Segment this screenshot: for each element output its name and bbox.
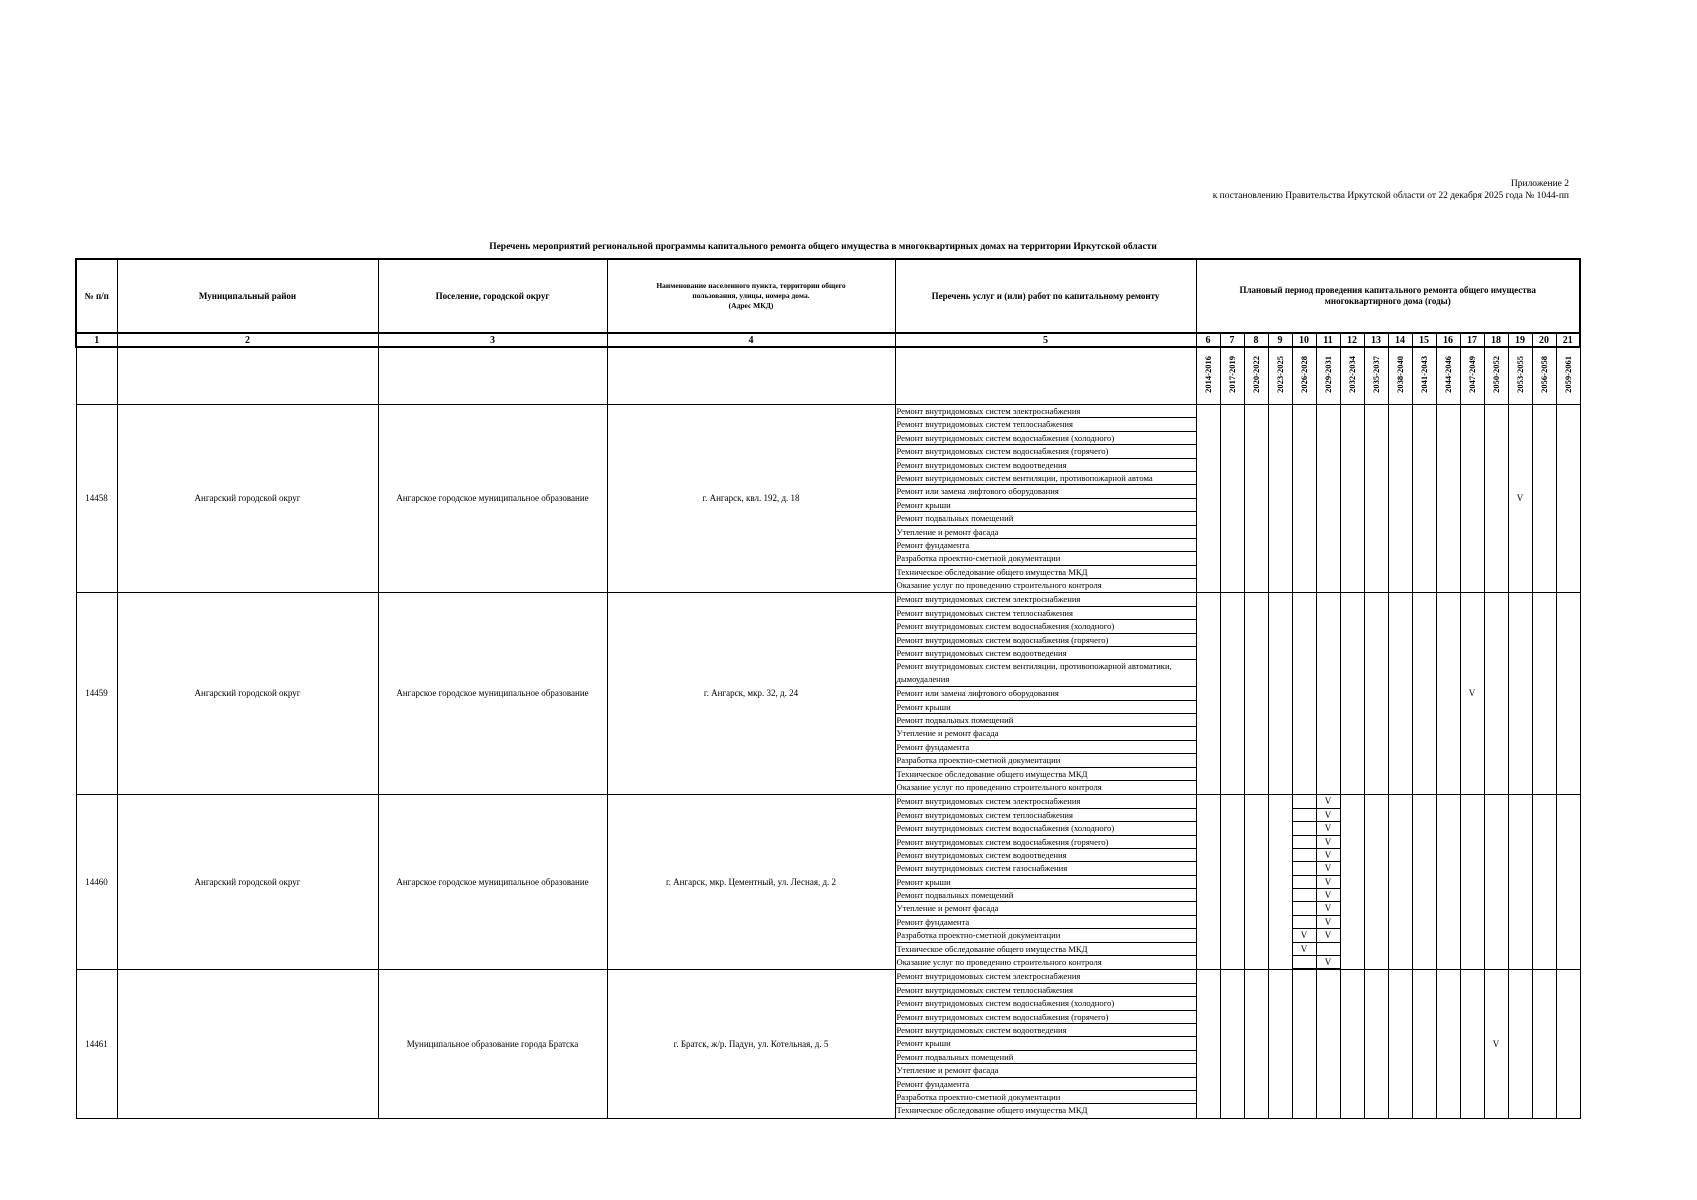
work-item: Ремонт крыши (896, 701, 1196, 714)
work-item: Ремонт подвальных помещений (896, 1051, 1196, 1064)
blank-cell (117, 347, 378, 405)
period-mark (1292, 795, 1316, 808)
period-mark-cell (1364, 593, 1388, 795)
period-label: 2053-2055 (1514, 356, 1525, 393)
period-mark-cell (1292, 405, 1316, 593)
row-works-list (895, 405, 1196, 593)
period-mark-cell (1364, 795, 1388, 970)
period-cell (1316, 347, 1340, 405)
work-item: Ремонт внутридомовых систем электроснабжения (896, 405, 1196, 418)
period-mark: V (1292, 929, 1316, 942)
period-mark-cell (1292, 795, 1316, 970)
work-item: Оказание услуг по проведению строительного контроля (896, 580, 1102, 591)
work-item: Ремонт крыши (896, 499, 1196, 512)
period-mark: V (1316, 956, 1340, 969)
period-mark-cell (1412, 795, 1436, 970)
work-item: Оказание услуг по проведению строительного контроля (896, 781, 1102, 792)
period-cell (1436, 347, 1460, 405)
work-item: Ремонт внутридомовых систем водоснабжения (горячего) (896, 1011, 1196, 1024)
work-item: Оказание услуг по проведению строительного контроля (896, 957, 1102, 968)
work-item: Ремонт внутридомовых систем электроснабжения (896, 795, 1196, 808)
period-label-row (76, 347, 1580, 405)
period-mark-cell (1532, 970, 1556, 1118)
col-number-1: 1 (76, 333, 117, 347)
period-mark (1292, 902, 1316, 915)
period-mark-cell (1244, 405, 1268, 593)
period-mark (1292, 916, 1316, 929)
period-mark: V (1316, 822, 1340, 835)
period-label: 2035-2037 (1370, 356, 1381, 393)
period-mark-cell (1364, 405, 1388, 593)
period-mark-cell: V (1484, 970, 1508, 1118)
work-item: Ремонт крыши (896, 1037, 1196, 1050)
work-item: Ремонт внутридомовых систем вентиляции, противопожарной автоматики, дымоудаления (896, 660, 1196, 687)
work-item: Ремонт или замена лифтового оборудования (896, 687, 1196, 700)
work-item: Ремонт фундамента (896, 539, 1196, 552)
period-mark-cell (1316, 795, 1340, 970)
row-works-list (895, 795, 1196, 970)
period-label: 2038-2040 (1394, 356, 1405, 393)
period-mark: V (1316, 889, 1340, 902)
blank-cell (76, 347, 117, 405)
table-row (76, 405, 1580, 593)
col-header-num: № п/п (76, 259, 117, 333)
period-label: 2056-2058 (1538, 356, 1549, 393)
period-mark-cell (1316, 593, 1340, 795)
period-mark-cell (1532, 405, 1556, 593)
period-cell (1484, 347, 1508, 405)
period-mark-cell: V (1460, 593, 1484, 795)
period-label: 2047-2049 (1466, 356, 1477, 393)
row-settlement: Ангарское городское муниципальное образование (378, 405, 607, 593)
work-item: Ремонт внутридомовых систем водоотведения (896, 459, 1196, 472)
blank-cell (895, 347, 1196, 405)
work-item: Разработка проектно-сметной документации (896, 552, 1196, 565)
work-item: Ремонт подвальных помещений (896, 714, 1196, 727)
period-cell (1556, 347, 1580, 405)
period-mark-cell (1460, 970, 1484, 1118)
work-item: Разработка проектно-сметной документации (896, 929, 1196, 942)
work-item: Ремонт внутридомовых систем водоснабжения (горячего) (896, 634, 1196, 647)
col-number-21: 21 (1556, 333, 1580, 347)
work-item: Утепление и ремонт фасада (896, 526, 1196, 539)
work-item: Ремонт внутридомовых систем вентиляции, противопожарной автома (896, 472, 1196, 485)
period-mark-cell (1220, 593, 1244, 795)
row-address: г. Ангарск, мкр. 32, д. 24 (607, 593, 895, 795)
col-number-11: 11 (1316, 333, 1340, 347)
col-number-13: 13 (1364, 333, 1388, 347)
period-mark-cell (1412, 593, 1436, 795)
period-mark-cell (1484, 593, 1508, 795)
appendix-line-2: к постановлению Правительства Иркутской области от 22 декабря 2025 года № 1044-пп (1212, 191, 1569, 201)
work-item: Техническое обследование общего имущества МКД (896, 943, 1196, 956)
work-item: Разработка проектно-сметной документации (896, 754, 1196, 767)
period-label: 2023-2025 (1274, 356, 1285, 393)
work-item: Ремонт внутридомовых систем водоснабжения (горячего) (896, 836, 1196, 849)
work-item: Ремонт внутридомовых систем водоснабжения (холодного) (896, 997, 1196, 1010)
work-item: Ремонт внутридомовых систем водоснабжения (холодного) (896, 432, 1196, 445)
row-district: Ангарский городской округ (117, 795, 378, 970)
work-item: Ремонт или замена лифтового оборудования (896, 485, 1196, 498)
col-number-15: 15 (1412, 333, 1436, 347)
period-mark: V (1316, 862, 1340, 875)
work-item: Разработка проектно-сметной документации (896, 1091, 1196, 1104)
row-address: г. Братск, ж/р. Падун, ул. Котельная, д. 5 (607, 970, 895, 1118)
period-mark: V (1316, 809, 1340, 822)
period-mark-cell (1484, 405, 1508, 593)
period-mark-cell (1508, 795, 1532, 970)
table-row (76, 795, 1580, 970)
period-mark-cell (1556, 593, 1580, 795)
col-number-17: 17 (1460, 333, 1484, 347)
period-mark (1292, 836, 1316, 849)
row-number: 14461 (76, 970, 117, 1118)
period-mark-cell (1532, 795, 1556, 970)
work-item: Ремонт внутридомовых систем теплоснабжения (896, 809, 1196, 822)
col-number-16: 16 (1436, 333, 1460, 347)
period-label: 2044-2046 (1442, 356, 1453, 393)
period-mark (1316, 943, 1340, 956)
period-cell (1340, 347, 1364, 405)
col-number-2: 2 (117, 333, 378, 347)
period-mark-cell (1220, 795, 1244, 970)
period-mark (1292, 862, 1316, 875)
period-label: 2014-2016 (1202, 356, 1213, 393)
period-cell (1532, 347, 1556, 405)
period-mark-cell (1220, 970, 1244, 1118)
table-row (76, 970, 1580, 1118)
blank-cell (378, 347, 607, 405)
period-mark-cell (1412, 405, 1436, 593)
period-mark-cell (1244, 970, 1268, 1118)
col-number-20: 20 (1532, 333, 1556, 347)
period-label: 2041-2043 (1418, 356, 1429, 393)
work-item: Ремонт внутридомовых систем электроснабжения (896, 970, 1196, 983)
period-mark (1292, 876, 1316, 889)
period-mark-cell (1268, 970, 1292, 1118)
period-mark-cell: V (1508, 405, 1532, 593)
work-item: Ремонт внутридомовых систем водоснабжения (холодного) (896, 620, 1196, 633)
col-header-settlement: Поселение, городской округ (378, 259, 607, 333)
work-item: Ремонт фундамента (896, 741, 1196, 754)
period-mark: V (1316, 836, 1340, 849)
work-item: Ремонт внутридомовых систем водоотведения (896, 647, 1196, 660)
row-number: 14458 (76, 405, 117, 593)
period-mark: V (1316, 795, 1340, 808)
period-mark-cell (1436, 405, 1460, 593)
row-number: 14460 (76, 795, 117, 970)
col-header-district: Муниципальный район (117, 259, 378, 333)
document-title: Перечень мероприятий региональной программы капитального ремонта общего имущества в многоквартирных домах на территории Иркутской области (489, 242, 1157, 252)
period-cell (1364, 347, 1388, 405)
period-mark-cell (1340, 593, 1364, 795)
address-header-line-3: (Адрес МКД) (728, 301, 774, 310)
period-mark-cell (1292, 970, 1316, 1118)
col-number-6: 6 (1196, 333, 1220, 347)
period-label: 2020-2022 (1250, 356, 1261, 393)
period-mark-cell (1556, 405, 1580, 593)
period-mark-cell (1388, 593, 1412, 795)
period-mark (1292, 822, 1316, 835)
period-header-line-1: Плановый период проведения капитального ремонта общего имущества (1239, 285, 1536, 295)
work-item: Ремонт подвальных помещений (896, 512, 1196, 525)
period-cell (1292, 347, 1316, 405)
row-works-list (895, 593, 1196, 795)
period-label: 2032-2034 (1346, 356, 1357, 393)
work-item: Ремонт внутридомовых систем теплоснабжения (896, 984, 1196, 997)
work-item: Ремонт крыши (896, 876, 1196, 889)
period-mark: V (1316, 929, 1340, 942)
period-mark-cell (1436, 795, 1460, 970)
period-mark-cell (1316, 405, 1340, 593)
col-number-7: 7 (1220, 333, 1244, 347)
col-number-9: 9 (1268, 333, 1292, 347)
work-item: Ремонт внутридомовых систем водоснабжения (холодного) (896, 822, 1196, 835)
work-item: Ремонт внутридомовых систем электроснабжения (896, 593, 1196, 606)
col-number-3: 3 (378, 333, 607, 347)
col-number-5: 5 (895, 333, 1196, 347)
col-number-8: 8 (1244, 333, 1268, 347)
period-mark-cell (1436, 970, 1460, 1118)
period-mark-cell (1364, 970, 1388, 1118)
row-district: Ангарский городской округ (117, 405, 378, 593)
row-address: г. Ангарск, квл. 192, д. 18 (607, 405, 895, 593)
work-item: Техническое обследование общего имущества МКД (896, 768, 1196, 781)
period-mark-cell (1292, 593, 1316, 795)
col-header-period (1196, 259, 1580, 333)
period-mark-cell (1508, 593, 1532, 795)
period-mark-cell (1460, 405, 1484, 593)
row-settlement: Ангарское городское муниципальное образование (378, 795, 607, 970)
period-mark-cell (1244, 795, 1268, 970)
repair-program-table (75, 258, 1581, 1119)
period-mark-cell (1268, 795, 1292, 970)
period-label: 2050-2052 (1490, 356, 1501, 393)
period-mark: V (1316, 902, 1340, 915)
period-mark-cell (1268, 593, 1292, 795)
period-mark-cell (1412, 970, 1436, 1118)
period-cell (1196, 347, 1220, 405)
period-mark-cell (1196, 593, 1220, 795)
period-mark (1292, 849, 1316, 862)
work-item: Утепление и ремонт фасада (896, 727, 1196, 740)
address-header-line-1: Наименование населенного пункта, территории общего (656, 281, 846, 290)
work-item: Ремонт подвальных помещений (896, 889, 1196, 902)
period-cell (1460, 347, 1484, 405)
work-item: Ремонт внутридомовых систем водоотведения (896, 849, 1196, 862)
period-mark-cell (1556, 970, 1580, 1118)
period-mark-cell (1244, 593, 1268, 795)
period-cell (1388, 347, 1412, 405)
work-item: Техническое обследование общего имущества МКД (896, 566, 1196, 579)
work-item: Ремонт фундамента (896, 916, 1196, 929)
period-mark: V (1316, 876, 1340, 889)
work-item: Утепление и ремонт фасада (896, 1064, 1196, 1077)
col-header-address (607, 259, 895, 333)
address-header-line-2: пользования, улицы, номера дома. (692, 291, 810, 300)
header-row (76, 259, 1580, 333)
period-label: 2017-2019 (1226, 356, 1237, 393)
period-mark-cell (1388, 405, 1412, 593)
period-cell (1412, 347, 1436, 405)
period-mark (1292, 889, 1316, 902)
period-mark (1292, 956, 1316, 969)
period-label: 2026-2028 (1298, 356, 1309, 393)
table-row (76, 593, 1580, 795)
period-mark-cell (1196, 405, 1220, 593)
blank-cell (607, 347, 895, 405)
period-mark-cell (1484, 795, 1508, 970)
row-settlement: Ангарское городское муниципальное образование (378, 593, 607, 795)
row-settlement: Муниципальное образование города Братска (378, 970, 607, 1118)
period-mark-cell (1340, 970, 1364, 1118)
col-header-works: Перечень услуг и (или) работ по капитальному ремонту (895, 259, 1196, 333)
period-mark-cell (1388, 795, 1412, 970)
period-cell (1244, 347, 1268, 405)
period-mark (1292, 809, 1316, 822)
period-mark-cell (1340, 795, 1364, 970)
row-works-list (895, 970, 1196, 1118)
work-item: Утепление и ремонт фасада (896, 902, 1196, 915)
col-number-14: 14 (1388, 333, 1412, 347)
period-cell (1508, 347, 1532, 405)
col-number-19: 19 (1508, 333, 1532, 347)
period-label: 2059-2061 (1562, 356, 1573, 393)
period-mark-cell (1340, 405, 1364, 593)
work-item: Ремонт внутридомовых систем теплоснабжения (896, 607, 1196, 620)
work-item: Ремонт внутридомовых систем газоснабжения (896, 862, 1196, 875)
work-item: Техническое обследование общего имущества МКД (896, 1105, 1088, 1116)
work-item: Ремонт внутридомовых систем водоснабжения (горячего) (896, 445, 1196, 458)
period-mark-cell (1508, 970, 1532, 1118)
column-number-row (76, 333, 1580, 347)
period-mark-cell (1196, 970, 1220, 1118)
period-cell (1268, 347, 1292, 405)
period-mark: V (1316, 849, 1340, 862)
work-item: Ремонт внутридомовых систем теплоснабжения (896, 418, 1196, 431)
col-number-4: 4 (607, 333, 895, 347)
col-number-12: 12 (1340, 333, 1364, 347)
period-mark-cell (1436, 593, 1460, 795)
period-mark: V (1292, 943, 1316, 956)
period-label: 2029-2031 (1322, 356, 1333, 393)
period-mark-cell (1460, 795, 1484, 970)
period-mark-cell (1532, 593, 1556, 795)
col-number-18: 18 (1484, 333, 1508, 347)
appendix-line-1: Приложение 2 (1510, 179, 1569, 189)
period-mark-cell (1556, 795, 1580, 970)
row-district: Ангарский городской округ (117, 593, 378, 795)
period-cell (1220, 347, 1244, 405)
period-mark-cell (1196, 795, 1220, 970)
row-number: 14459 (76, 593, 117, 795)
period-mark-cell (1220, 405, 1244, 593)
work-item: Ремонт фундамента (896, 1078, 1196, 1091)
work-item: Ремонт внутридомовых систем водоотведения (896, 1024, 1196, 1037)
period-mark-cell (1388, 970, 1412, 1118)
appendix-note (1213, 178, 1569, 202)
period-header-line-2: многоквартирного дома (годы) (1324, 296, 1451, 306)
col-number-10: 10 (1292, 333, 1316, 347)
period-mark-cell (1268, 405, 1292, 593)
period-mark: V (1316, 916, 1340, 929)
row-address: г. Ангарск, мкр. Цементный, ул. Лесная, д. 2 (607, 795, 895, 970)
period-mark-cell (1316, 970, 1340, 1118)
row-district (117, 970, 378, 1118)
